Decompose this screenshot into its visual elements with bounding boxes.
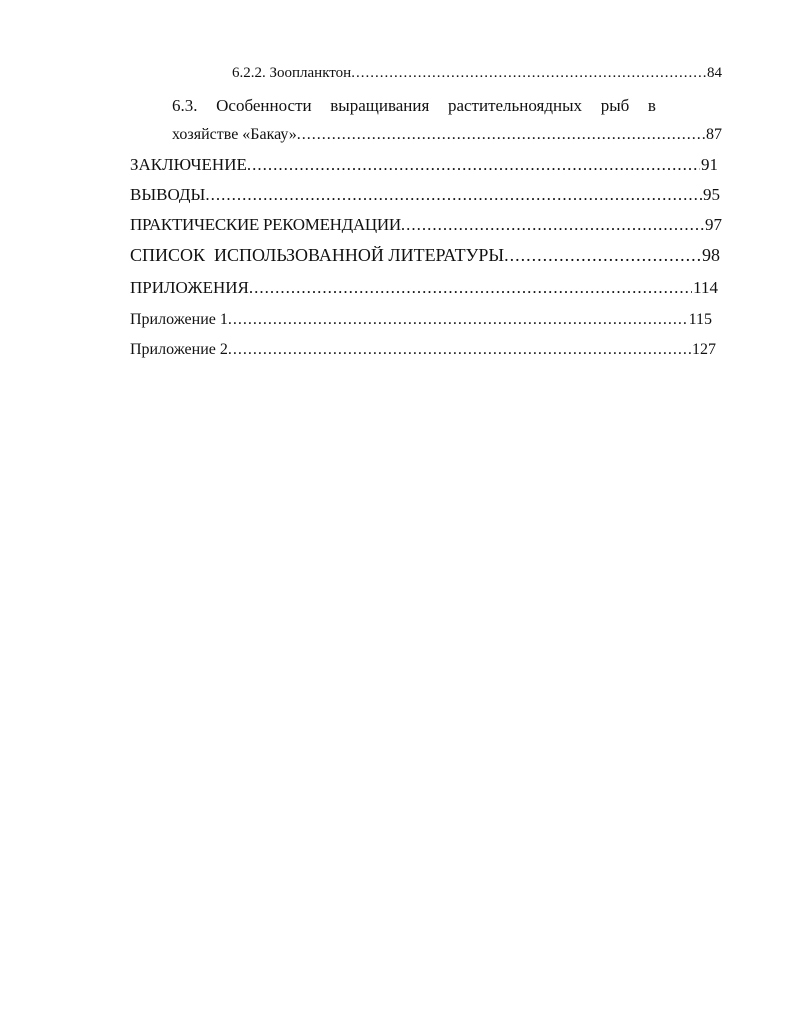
- toc-entry-label: 6.2.2. Зоопланктон: [232, 66, 352, 81]
- toc-dot-leader: [247, 156, 700, 173]
- toc-entry-findings: [130, 186, 720, 203]
- toc-dot-leader: [228, 312, 688, 328]
- toc-dot-leader: [297, 127, 705, 143]
- toc-dot-leader: [401, 216, 704, 233]
- toc-entry-label: ПРИЛОЖЕНИЯ: [130, 279, 249, 296]
- toc-dot-leader: [504, 246, 701, 264]
- toc-word: выращивания: [330, 96, 430, 115]
- toc-dot-leader: [249, 279, 692, 296]
- toc-entry-appendix-2: [130, 342, 716, 358]
- toc-entry-label: СПИСОК ИСПОЛЬЗОВАННОЙ ЛИТЕРАТУРЫ: [130, 246, 505, 264]
- toc-dot-leader: [205, 186, 702, 203]
- toc-word: Особенности: [216, 96, 312, 115]
- toc-entry-conclusion: [130, 156, 718, 173]
- toc-word: 6.3.: [172, 96, 198, 115]
- toc-entry-label: ПРАКТИЧЕСКИЕ РЕКОМЕНДАЦИИ: [130, 216, 401, 233]
- toc-entry-label: ЗАКЛЮЧЕНИЕ: [130, 156, 247, 173]
- toc-entry-appendix-1: [130, 312, 712, 328]
- toc-entry-label: хозяйстве «Бакау»: [172, 127, 297, 143]
- toc-entry-section-6-3: [172, 127, 722, 143]
- toc-page-number: 91: [701, 156, 718, 173]
- toc-word: рыб: [600, 96, 630, 115]
- toc-entry-zooplankton: [232, 66, 722, 81]
- toc-page-number: 97: [705, 216, 722, 233]
- toc-page-number: 84: [707, 66, 722, 81]
- toc-word: в: [647, 96, 656, 115]
- toc-entry-recommendations: [130, 216, 722, 233]
- toc-page-number: 98: [702, 246, 720, 264]
- toc-entry-label: ВЫВОДЫ: [130, 186, 206, 203]
- toc-entry-references: [130, 246, 720, 264]
- toc-word: растительноядных: [447, 96, 583, 115]
- toc-page-number: 95: [703, 186, 720, 203]
- toc-dot-leader: [228, 342, 691, 358]
- toc-page-number: 114: [693, 279, 718, 296]
- toc-entry-section-6-3-line1: [172, 97, 656, 114]
- toc-page-number: 87: [706, 127, 722, 143]
- toc-dot-leader: [351, 66, 706, 81]
- toc-page-number: 115: [688, 312, 712, 328]
- toc-entry-label: Приложение 2: [130, 342, 228, 358]
- toc-entry-appendices: [130, 279, 718, 296]
- toc-entry-label: Приложение 1: [130, 312, 228, 328]
- toc-page-number: 127: [692, 342, 716, 358]
